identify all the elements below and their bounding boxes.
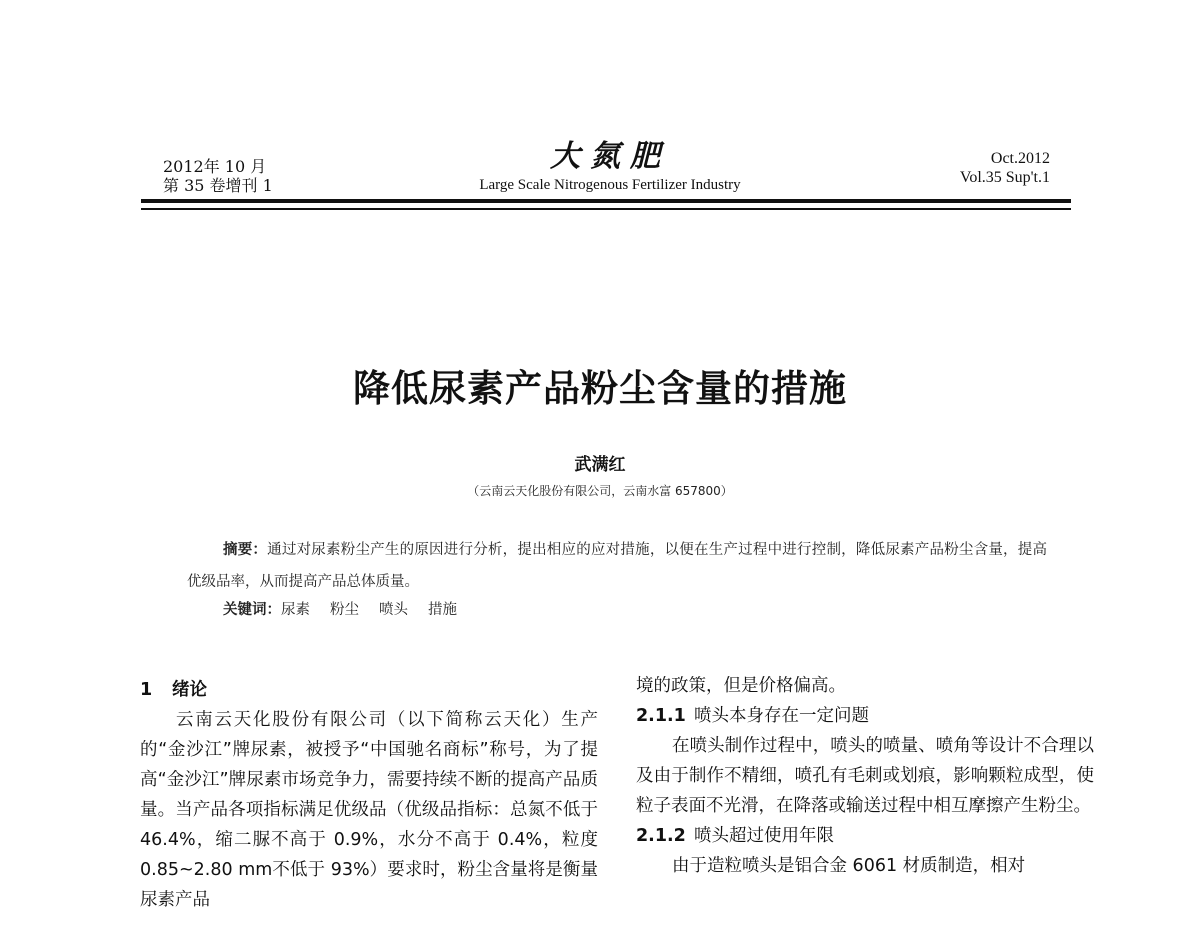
journal-masthead bbox=[430, 140, 790, 194]
abstract bbox=[187, 534, 1047, 598]
body-paragraph: 云南云天化股份有限公司（以下简称云天化）生产的“金沙江”牌尿素，被授予“中国驰名商标”称号，为了提高“金沙江”牌尿素市场竞争力，需要持续不断的提高产品质量。当产品各项指标满足优级品（优级品指标：总氮不低于 46.4%，缩二脲不高于 0.9%，水分不高于 0.4%，粒度0.85~2.80 mm不低于 93%）要求时，粉尘含量将是衡量尿素产品 bbox=[140, 710, 598, 910]
issue-date-cn: 2012年 10 月 bbox=[163, 157, 267, 176]
abstract-label: 摘要： bbox=[223, 542, 268, 558]
keyword: 粉尘 bbox=[330, 602, 359, 618]
body-paragraph: 在喷头制作过程中，喷头的喷量、喷角等设计不合理以及由于制作不精细，喷孔有毛刺或划痕，影响颗粒成型，使粒子表面不光滑，在降落或输送过程中相互摩擦产生粉尘。 bbox=[636, 736, 1094, 816]
body-column-left bbox=[140, 675, 598, 915]
section-heading bbox=[140, 675, 598, 705]
header-rule-thin bbox=[141, 208, 1071, 210]
subsection-number: 2.1.2 bbox=[636, 826, 686, 846]
subsection-heading bbox=[636, 821, 1094, 851]
header-rule-thick bbox=[141, 199, 1071, 203]
keyword: 措施 bbox=[428, 602, 457, 618]
subsection-heading bbox=[636, 701, 1094, 731]
keywords bbox=[223, 598, 477, 622]
journal-name-en: Large Scale Nitrogenous Fertilizer Industry bbox=[479, 177, 741, 193]
subsection-number: 2.1.1 bbox=[636, 706, 686, 726]
author-affiliation: （云南云天化股份有限公司，云南水富 657800） bbox=[467, 484, 733, 498]
article-author: 武满红 bbox=[574, 455, 626, 475]
journal-logo: 大氮肥 bbox=[550, 139, 670, 174]
keyword: 尿素 bbox=[281, 602, 310, 618]
section-title: 绪论 bbox=[172, 680, 207, 700]
issue-volume-cn: 第 35 卷增刊 1 bbox=[163, 176, 273, 195]
body-paragraph: 由于造粒喷头是铝合金 6061 材质制造，相对 bbox=[672, 856, 1026, 876]
article-title: 降低尿素产品粉尘含量的措施 bbox=[353, 367, 847, 410]
header-left bbox=[163, 157, 273, 195]
issue-volume-en: Vol.35 Sup't.1 bbox=[959, 169, 1050, 186]
section-number: 1 bbox=[140, 680, 153, 700]
continued-text: 境的政策，但是价格偏高。 bbox=[636, 676, 846, 696]
abstract-text: 通过对尿素粉尘产生的原因进行分析，提出相应的应对措施，以便在生产过程中进行控制，降低尿素产品粉尘含量，提高优级品率，从而提高产品总体质量。 bbox=[187, 542, 1047, 590]
keyword: 喷头 bbox=[379, 602, 408, 618]
subsection-title: 喷头本身存在一定问题 bbox=[694, 706, 869, 726]
issue-date-en: Oct.2012 bbox=[990, 150, 1050, 167]
subsection-title: 喷头超过使用年限 bbox=[694, 826, 834, 846]
header-right bbox=[960, 149, 1050, 187]
keywords-label: 关键词： bbox=[223, 602, 281, 618]
body-column-right bbox=[636, 671, 1094, 881]
